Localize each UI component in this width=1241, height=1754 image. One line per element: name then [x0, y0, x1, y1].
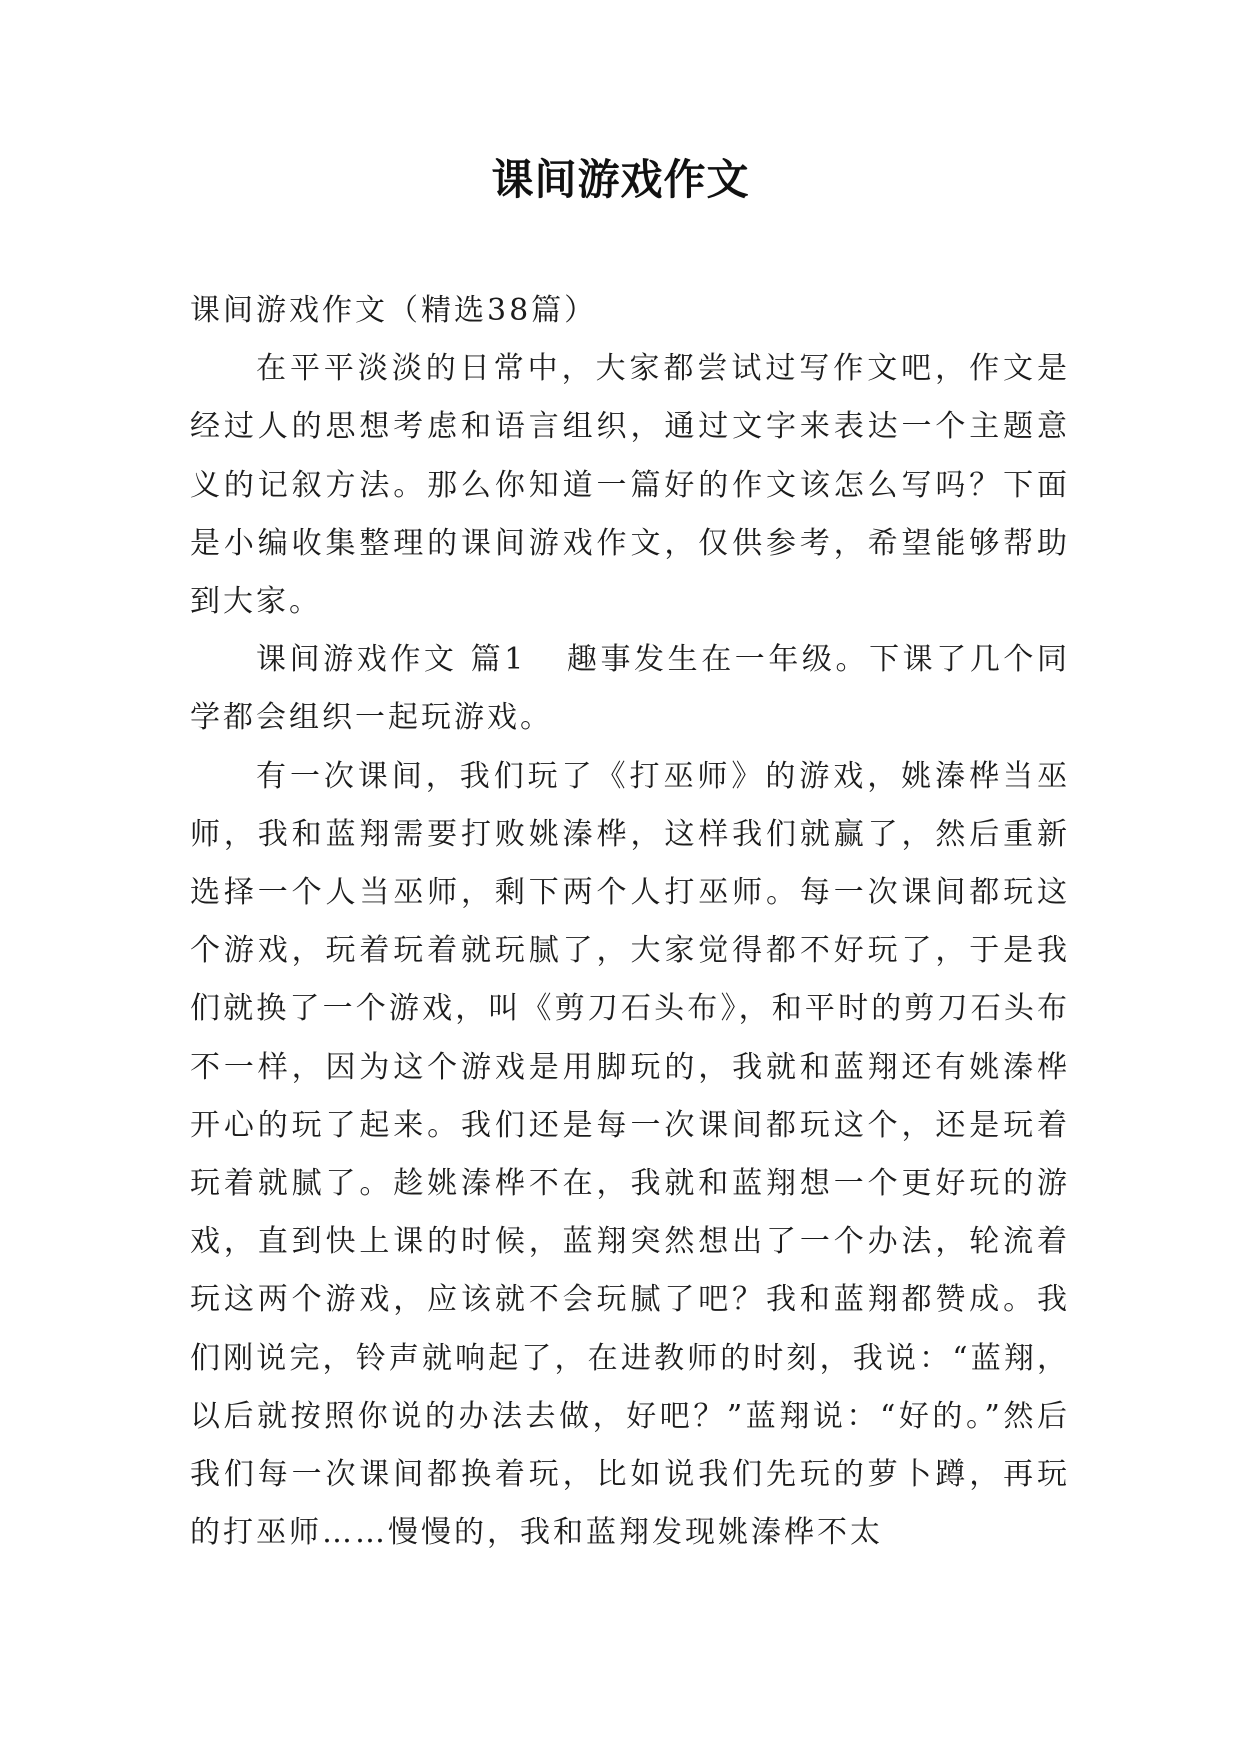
- essay-1-body-paragraph: 有一次课间，我们玩了《打巫师》的游戏，姚溱桦当巫师，我和蓝翔需要打败姚溱桦，这样我们就赢了，然后重新选择一个人当巫师，剩下两个人打巫师。每一次课间都玩这个游戏，玩着玩着就玩腻了，大家觉得都不好玩了，于是我们就换了一个游戏，叫《剪刀石头布》，和平时的剪刀石头布不一样，因为这个游戏是用脚玩的，我就和蓝翔还有姚溱桦开心的玩了起来。我们还是每一次课间都玩这个，还是玩着玩着就腻了。趁姚溱桦不在，我就和蓝翔想一个更好玩的游戏，直到快上课的时候，蓝翔突然想出了一个办法，轮流着玩这两个游戏，应该就不会玩腻了吧？我和蓝翔都赞成。我们刚说完，铃声就响起了，在进教师的时刻，我说：“蓝翔，以后就按照你说的办法去做，好吧？”蓝翔说：“好的。”然后我们每一次课间都换着玩，比如说我们先玩的萝卜蹲，再玩的打巫师……慢慢的，我和蓝翔发现姚溱桦不太: [190, 758, 1070, 1551]
- essay-1-opening: 趣事发生在一年级。下课了几个同学都会组织一起玩游戏。: [190, 642, 1071, 736]
- essay-1-heading: 课间游戏作文 篇1: [256, 642, 527, 678]
- intro-paragraph: 在平平淡淡的日常中，大家都尝试过写作文吧，作文是经过人的思想考虑和语言组织，通过文字来表达一个主题意义的记叙方法。那么你知道一篇好的作文该怎么写吗？下面是小编收集整理的课间游戏作文，仅供参考，希望能够帮助到大家。: [190, 351, 1070, 620]
- document-body: [190, 282, 1070, 1562]
- document-subtitle: 课间游戏作文（精选38篇）: [190, 293, 598, 328]
- essay-1-first-paragraph: [190, 631, 1070, 747]
- document-title: 课间游戏作文: [491, 155, 750, 204]
